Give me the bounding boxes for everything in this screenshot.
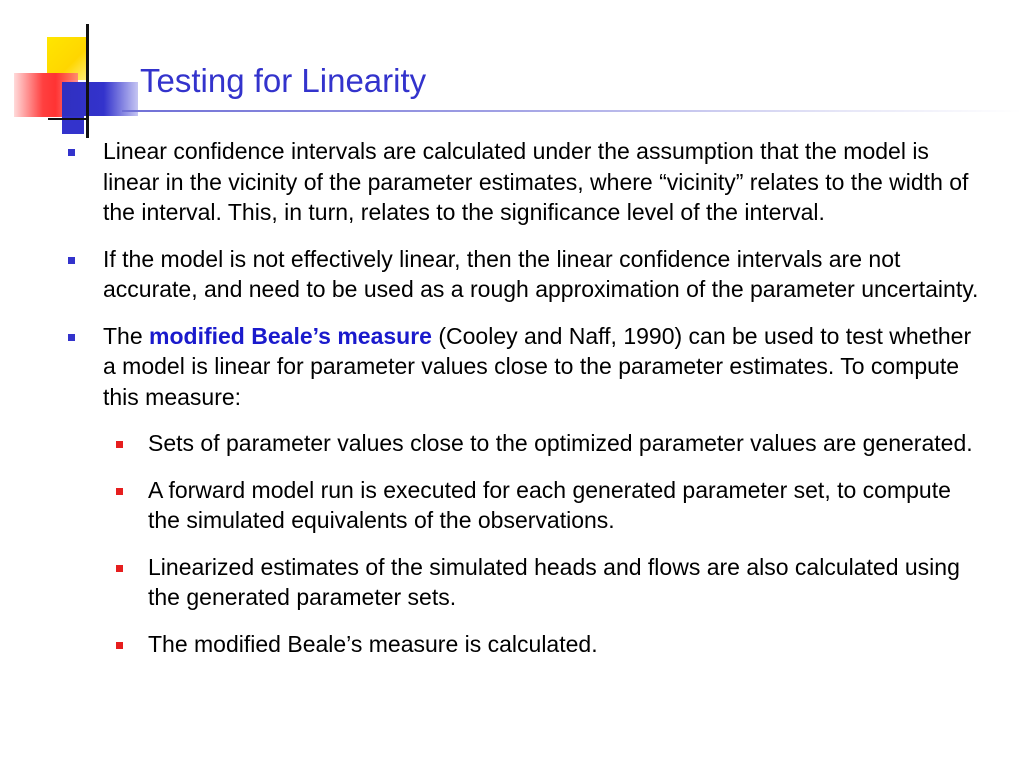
bullet-square-icon bbox=[68, 334, 75, 341]
bullet-item bbox=[60, 136, 980, 228]
sub-bullet-item bbox=[60, 428, 980, 459]
logo-vertical-line bbox=[86, 24, 89, 138]
slide-content bbox=[60, 136, 980, 675]
title-underline bbox=[122, 110, 1022, 112]
sub-bullet-text: Sets of parameter values close to the optimized parameter values are generated. bbox=[148, 430, 973, 456]
slide-title: Testing for Linearity bbox=[140, 62, 427, 99]
bullet-square-icon bbox=[68, 257, 75, 264]
sub-bullet-square-icon bbox=[116, 441, 123, 448]
bullet-text-suffix: (Cooley and Naff, 1990) can be used to test whether a model is linear for parameter values close to the parameter estimates. To compute this measure: bbox=[103, 322, 972, 410]
sub-bullet-item bbox=[60, 629, 980, 660]
bullet-text: If the model is not effectively linear, then the linear confidence intervals are not accurate, and need to be used as a rough approximation of the parameter uncertainty. bbox=[103, 245, 979, 302]
bullet-text: Linear confidence intervals are calculated under the assumption that the model is linear in the vicinity of the parameter estimates, where “vicinity” relates to the width of the interval. This, in turn, relates to the significance level of the interval. bbox=[103, 138, 969, 225]
bullet-item bbox=[60, 321, 980, 413]
bullet-square-icon bbox=[68, 149, 75, 156]
sub-bullet-square-icon bbox=[116, 488, 123, 495]
sub-bullet-text: A forward model run is executed for each generated parameter set, to compute the simulated equivalents of the observations. bbox=[148, 476, 951, 533]
bullet-item bbox=[60, 244, 980, 305]
bullet-text-prefix: The bbox=[103, 322, 150, 349]
sub-bullet-square-icon bbox=[116, 642, 123, 649]
sub-bullet-item bbox=[60, 552, 980, 613]
sub-bullet-item bbox=[60, 475, 980, 536]
colored-squares-logo-icon bbox=[0, 0, 140, 140]
sub-bullet-text: The modified Beale’s measure is calculated. bbox=[148, 630, 598, 657]
sub-bullet-text: Linearized estimates of the simulated heads and flows are also calculated using the generated parameter sets. bbox=[148, 553, 960, 610]
modified-beale-measure-term: modified Beale’s measure bbox=[149, 322, 432, 349]
sub-bullet-square-icon bbox=[116, 565, 123, 572]
logo-horizontal-line bbox=[48, 118, 88, 120]
